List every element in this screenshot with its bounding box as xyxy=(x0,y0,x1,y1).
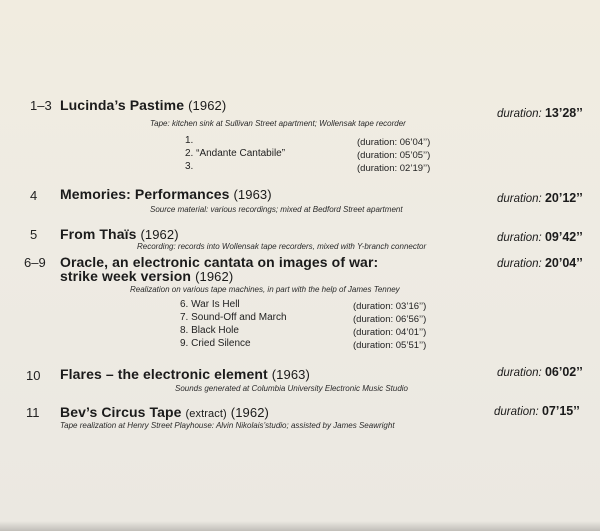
track-year: (1962) xyxy=(140,227,179,242)
subtrack-label: 9. Cried Silence xyxy=(180,338,251,349)
track-number: 10 xyxy=(26,368,41,383)
track-note: Tape realization at Henry Street Playhouse: Alvin Nikolais’studio; assisted by James Seawright xyxy=(60,421,395,430)
track-note: Sounds generated at Columbia University Electronic Music Studio xyxy=(175,384,409,393)
track-year: (1962) xyxy=(188,98,227,113)
duration-label: duration: xyxy=(497,232,542,244)
track-number: 1–3 xyxy=(30,98,52,113)
duration-value: 06’02’’ xyxy=(544,365,583,379)
track-note: Source material: various recordings; mixed at Bedford Street apartment xyxy=(150,205,403,214)
track-title: Lucinda’s Pastime xyxy=(60,97,185,113)
track-title: Oracle, an electronic cantata on images of war: xyxy=(60,254,379,270)
track-duration xyxy=(497,191,583,205)
track-title-line xyxy=(60,186,272,202)
duration-value: 07’15’’ xyxy=(541,404,580,418)
track-title-line xyxy=(60,268,233,284)
duration-label: duration: xyxy=(497,193,542,205)
track-year: (1962) xyxy=(230,405,269,420)
duration-label: duration: xyxy=(497,258,542,270)
track-note: Tape: kitchen sink at Sullivan Street apartment; Wollensak tape recorder xyxy=(150,119,406,128)
track-duration xyxy=(494,404,580,418)
subtrack-label: 6. War Is Hell xyxy=(180,299,240,310)
subtrack-label: 7. Sound-Off and March xyxy=(180,312,287,323)
duration-label: duration: xyxy=(494,406,539,418)
track-title: Bev’s Circus Tape xyxy=(60,404,182,420)
track-title-line xyxy=(60,97,226,113)
track-year: (1963) xyxy=(233,187,272,202)
subtrack-label: 1. xyxy=(185,135,194,146)
track-title: From Thaïs xyxy=(60,226,137,242)
duration-value: 20’12’’ xyxy=(544,191,583,205)
subtrack-duration: (duration: 02’19’’) xyxy=(357,163,431,174)
track-number: 11 xyxy=(26,405,40,420)
track-note: Recording: records into Wollensak tape recorders, mixed with Y-branch connector xyxy=(137,242,427,251)
track-title: Flares – the electronic element xyxy=(60,366,268,382)
track-number: 6–9 xyxy=(24,255,46,270)
track-title-line xyxy=(60,404,269,420)
duration-value: 20’04’’ xyxy=(544,256,583,270)
track-duration xyxy=(497,256,583,270)
track-title-extra: (extract) xyxy=(185,408,227,420)
bottom-edge-shadow xyxy=(0,521,600,531)
subtrack-duration: (duration: 04’01’’) xyxy=(353,327,427,338)
subtrack-duration: (duration: 05’05’’) xyxy=(357,150,431,161)
subtrack-label: 2. “Andante Cantabile” xyxy=(185,148,286,159)
subtrack-duration: (duration: 06’56’’) xyxy=(353,314,427,325)
subtrack-duration: (duration: 06’04’’) xyxy=(357,137,431,148)
duration-value: 13’28’’ xyxy=(544,106,583,120)
subtrack-label: 8. Black Hole xyxy=(180,325,239,336)
track-title: Memories: Performances xyxy=(60,186,230,202)
track-year: (1962) xyxy=(195,269,234,284)
subtrack-label: 3. xyxy=(185,161,194,172)
track-title-line xyxy=(60,366,310,382)
duration-value: 09’42’’ xyxy=(544,230,583,244)
track-year: (1963) xyxy=(271,367,310,382)
subtrack-duration: (duration: 03’16’’) xyxy=(353,301,427,312)
track-note: Realization on various tape machines, in part with the help of James Tenney xyxy=(130,285,400,294)
track-duration xyxy=(497,230,583,244)
track-title-cont: strike week version xyxy=(60,268,192,284)
track-duration xyxy=(497,106,583,120)
subtrack-duration: (duration: 05’51’’) xyxy=(353,340,427,351)
track-title-line xyxy=(60,226,179,242)
track-number: 5 xyxy=(30,227,38,242)
track-duration xyxy=(497,365,583,379)
duration-label: duration: xyxy=(497,108,542,120)
duration-label: duration: xyxy=(497,367,542,379)
track-number: 4 xyxy=(30,188,38,203)
